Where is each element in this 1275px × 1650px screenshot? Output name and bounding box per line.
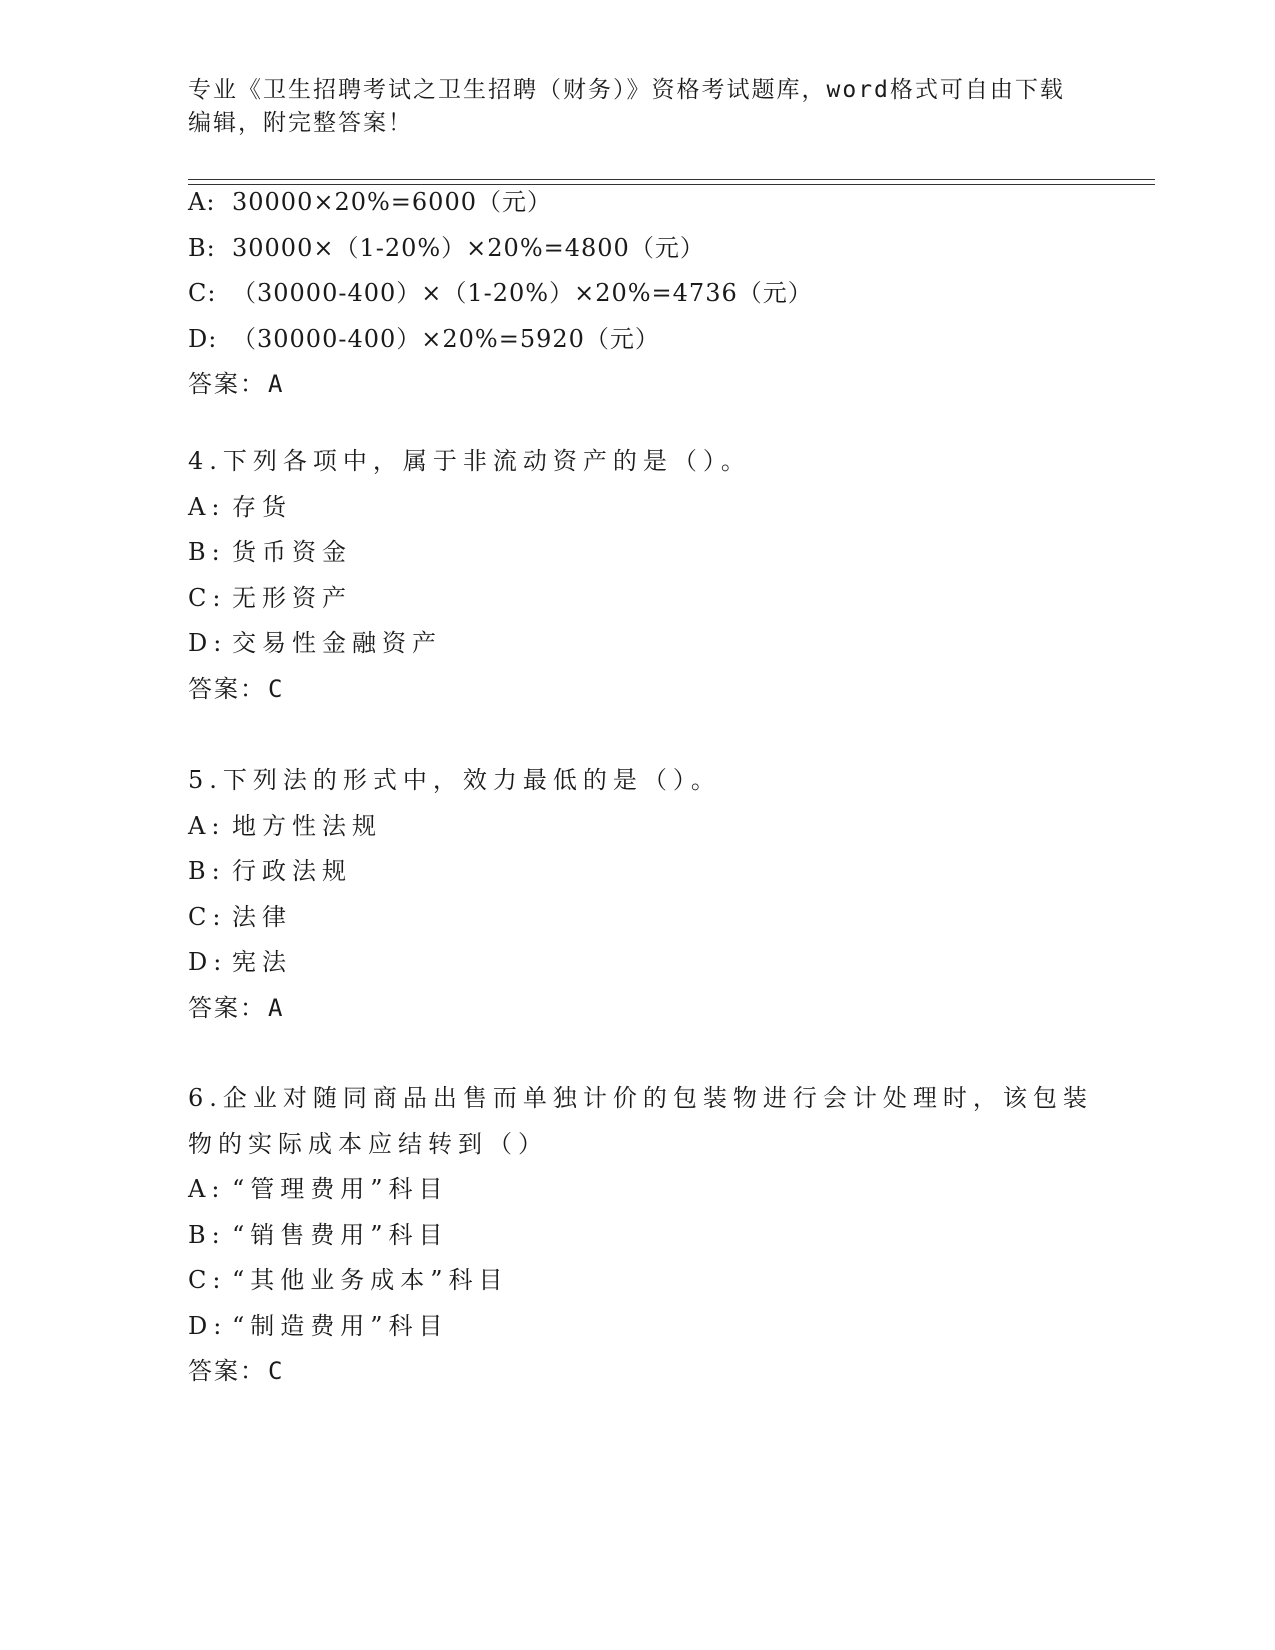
question-text-line-2: 物的实际成本应结转到（） xyxy=(188,1129,548,1158)
answer-line xyxy=(188,1349,1068,1395)
option-text: 货币资金 xyxy=(232,538,352,566)
option-b: B: 货币资金 xyxy=(188,538,352,566)
answer-label: 答案： xyxy=(188,370,266,398)
question-6-block xyxy=(188,1076,1093,1395)
option-text: 宪法 xyxy=(232,948,292,976)
question-3-block xyxy=(188,180,1068,408)
option-text: 30000×（1-20%）×20%=4800（元） xyxy=(232,233,705,262)
option-text: “制造费用”科目 xyxy=(232,1311,449,1340)
option-text: 无形资产 xyxy=(232,583,352,612)
answer-value: C xyxy=(268,674,285,703)
option-c: C: “其他业务成本”科目 xyxy=(188,1266,509,1294)
answer-line xyxy=(188,362,1068,408)
option-a: A: 存货 xyxy=(188,492,292,521)
option-text: 30000×20%=6000（元） xyxy=(232,188,552,216)
option-a: A: “管理费用”科目 xyxy=(188,1175,449,1203)
header-line-2: 编辑，附完整答案！ xyxy=(188,110,413,136)
answer-label: 答案： xyxy=(188,993,266,1022)
option-c: C: 法律 xyxy=(188,902,292,931)
option-a: A: 地方性法规 xyxy=(188,811,382,840)
option-b: B: “销售费用”科目 xyxy=(188,1220,449,1249)
option-text: （30000-400）×（1-20%）×20%=4736（元） xyxy=(232,279,813,307)
answer-value: A xyxy=(268,370,285,398)
question-5-block xyxy=(188,758,1068,1031)
option-d: D: 宪法 xyxy=(188,948,292,976)
answer-label: 答案： xyxy=(188,674,266,703)
option-c: C: （30000-400）×（1-20%）×20%=4736（元） xyxy=(188,279,813,307)
question-text: 5.下列法的形式中，效力最低的是（）。 xyxy=(188,766,721,794)
option-text: “销售费用”科目 xyxy=(232,1220,449,1249)
option-a: A: 30000×20%=6000（元） xyxy=(188,188,552,216)
option-d: D: （30000-400）×20%=5920（元） xyxy=(188,324,660,353)
option-text: （30000-400）×20%=5920（元） xyxy=(232,324,660,353)
answer-label: 答案： xyxy=(188,1357,266,1385)
option-text: 法律 xyxy=(232,902,292,931)
option-text: 行政法规 xyxy=(232,857,352,885)
option-b: B: 行政法规 xyxy=(188,857,352,885)
answer-line xyxy=(188,986,1068,1032)
header-line-1: 专业《卫生招聘考试之卫生招聘（财务）》资格考试题库，word格式可自由下载 xyxy=(188,77,1065,103)
option-d: D: “制造费用”科目 xyxy=(188,1311,449,1340)
option-c: C: 无形资产 xyxy=(188,583,352,612)
document-header xyxy=(188,74,1068,140)
option-b: B: 30000×（1-20%）×20%=4800（元） xyxy=(188,233,705,262)
option-text: 地方性法规 xyxy=(232,811,382,840)
option-text: 存货 xyxy=(232,492,292,521)
question-text: 4.下列各项中，属于非流动资产的是（）。 xyxy=(188,447,751,475)
answer-value: A xyxy=(268,993,285,1022)
answer-line xyxy=(188,667,1068,713)
option-d: D: 交易性金融资产 xyxy=(188,629,442,657)
answer-value: C xyxy=(268,1357,285,1385)
option-text: “管理费用”科目 xyxy=(232,1175,449,1203)
option-text: “其他业务成本”科目 xyxy=(232,1266,509,1294)
option-text: 交易性金融资产 xyxy=(232,629,442,657)
question-text-line-1: 6.企业对随同商品出售而单独计价的包装物进行会计处理时，该包装 xyxy=(188,1084,1093,1112)
question-4-block xyxy=(188,439,1068,712)
